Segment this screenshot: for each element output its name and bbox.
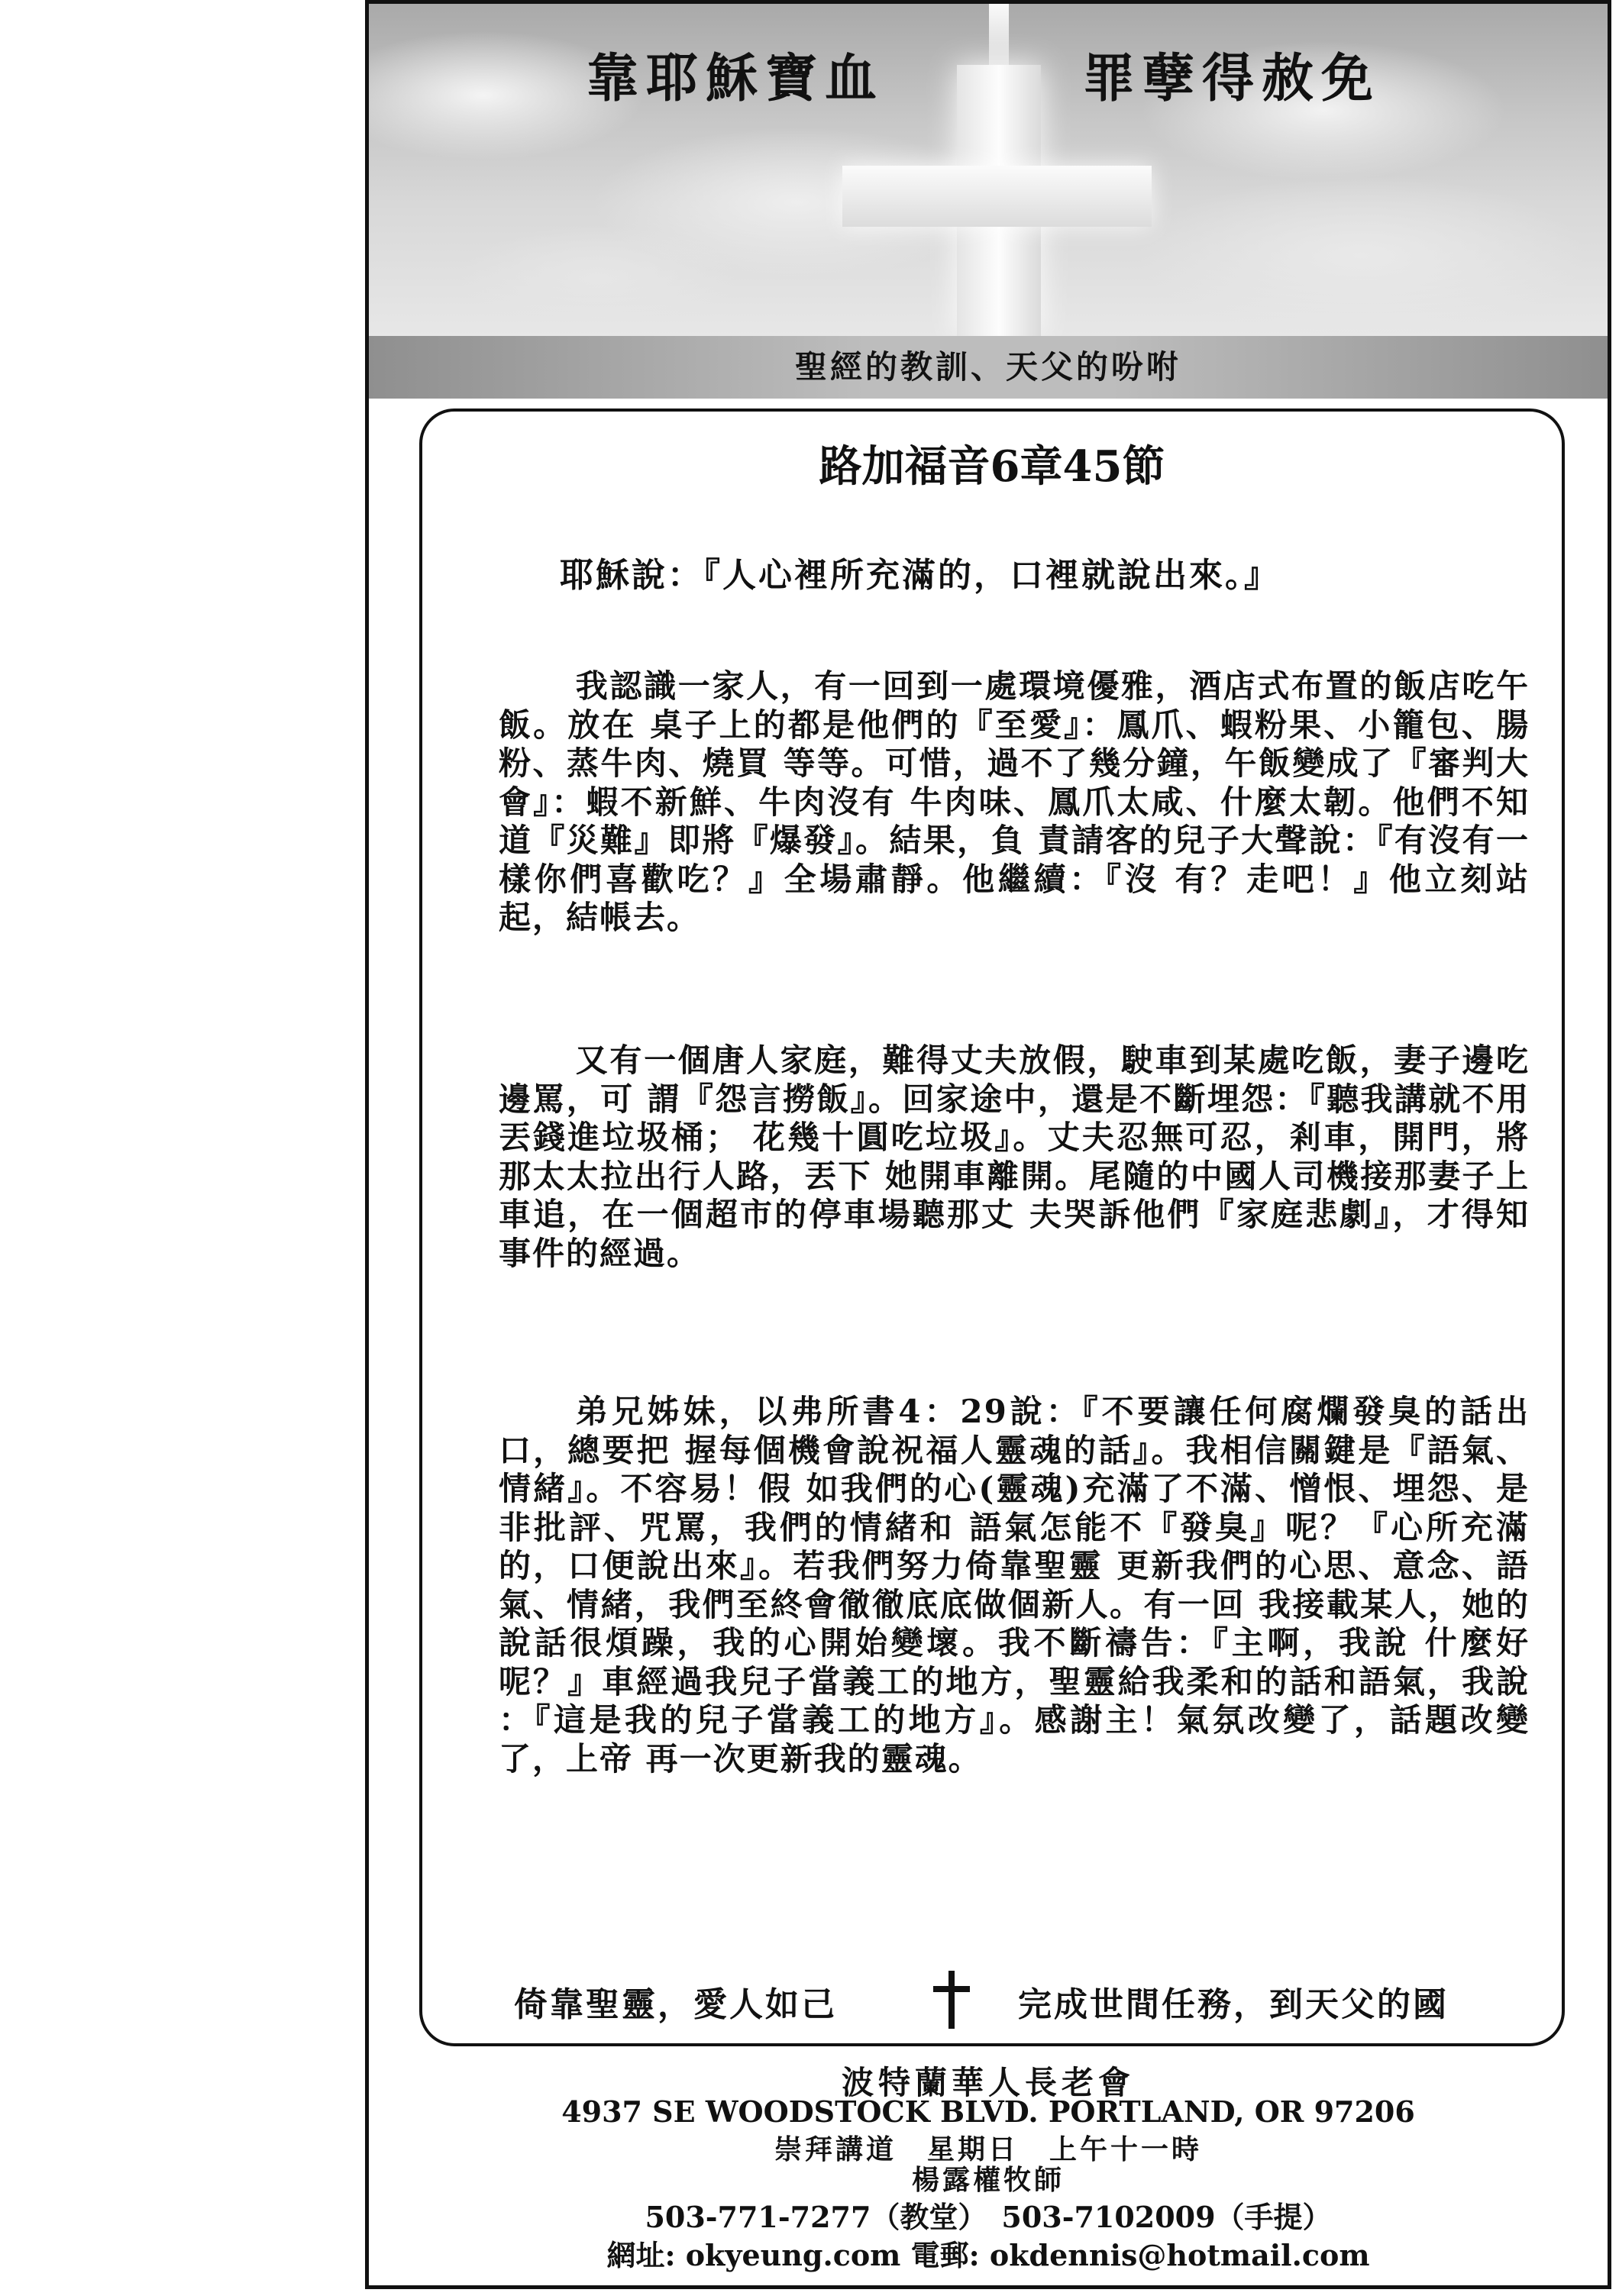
paragraph-2: 又有一個唐人家庭，難得丈夫放假，駛車到某處吃飯，妻子邊吃邊罵，可 謂『怨言撈飯』。回家途中，還是不斷埋怨：『聽我講就不用丟錢進垃圾桶； 花幾十圓吃垃圾』。丈夫忍無可忍，剎車，開門，將那太太拉出行人路，丟下 她開車離開。尾隨的中國人司機接那妻子上車追，在一個超市的停車場聽那丈 夫哭訴他們『家庭悲劇』，才得知事件的經過。 (499, 1041, 1530, 1272)
cross-icon-bar (842, 166, 1152, 227)
banner (369, 4, 1608, 336)
scripture-heading: 路加福音6章45節 (819, 441, 1165, 492)
paragraph-1: 我認識一家人，有一回到一處環境優雅，酒店式布置的飯店吃午飯。放在 桌子上的都是他們的『至愛』：鳳爪、蝦粉果、小籠包、腸粉、蒸牛肉、燒買 等等。可惜，過不了幾分鐘，午飯變成了『審判大會』：蝦不新鮮、牛肉沒有 牛肉味、鳳爪太咸、什麼太韌。他們不知道『災難』即將『爆發』。結果，負 責請客的兒子大聲說：『有沒有一樣你們喜歡吃？』全場肅靜。他繼續：『沒 有？走吧！』他立刻站起，結帳去。 (499, 667, 1530, 936)
light-beam (989, 4, 1009, 73)
content-panel (419, 409, 1565, 2046)
service-time: 崇拜講道 星期日 上午十一時 (774, 2133, 1202, 2165)
banner-title-left: 靠耶穌寶血 (587, 48, 885, 109)
web-and-email: 網址: okyeung.com 電郵: okdennis@hotmail.com (606, 2238, 1370, 2272)
paragraph-3: 弟兄姊妹，以弗所書4：29說：『不要讓任何腐爛發臭的話出口，總要把 握每個機會說祝福人靈魂的話』。我相信關鍵是『語氣、情緒』。不容易！假 如我們的心(靈魂)充滿了不滿、憎恨、埋怨、是非批評、咒罵，我們的情緒和 語氣怎能不『發臭』呢？『心所充滿的，口便說出來』。若我們努力倚靠聖靈 更新我們的心思、意念、語氣、情緒，我們至終會徹徹底底做個新人。有一回 我接載某人，她的說話很煩躁，我的心開始變壞。我不斷禱告：『主啊，我說 什麼好呢？』車經過我兒子當義工的地方，聖靈給我柔和的話和語氣，我說 ：『這是我的兒子當義工的地方』。感謝主！氣氛改變了，話題改變了，上帝 再一次更新我的靈魂。 (499, 1393, 1530, 1778)
phone-numbers: 503-771-7277（教堂） 503-7102009（手提） (645, 2200, 1332, 2234)
closing-line (514, 1969, 1499, 2030)
banner-title-right: 罪孽得赦免 (1083, 48, 1381, 109)
church-footer (369, 2058, 1608, 2272)
subtitle-bar: 聖經的教訓、天父的吩咐 (369, 336, 1608, 399)
church-address: 4937 SE WOODSTOCK BLVD. PORTLAND, OR 97206 (561, 2094, 1415, 2129)
page-frame (365, 0, 1611, 2289)
closing-right: 完成世間任務，到天父的國 (1018, 1985, 1449, 2024)
cross-icon (930, 1969, 973, 2030)
church-name: 波特蘭華人長老會 (841, 2064, 1135, 2101)
pastor-name: 楊露權牧師 (911, 2164, 1065, 2196)
scripture-quote: 耶穌說：『人心裡所充滿的，口裡就說出來。』 (560, 556, 1280, 595)
closing-left: 倚靠聖靈，愛人如己 (514, 1985, 837, 2024)
